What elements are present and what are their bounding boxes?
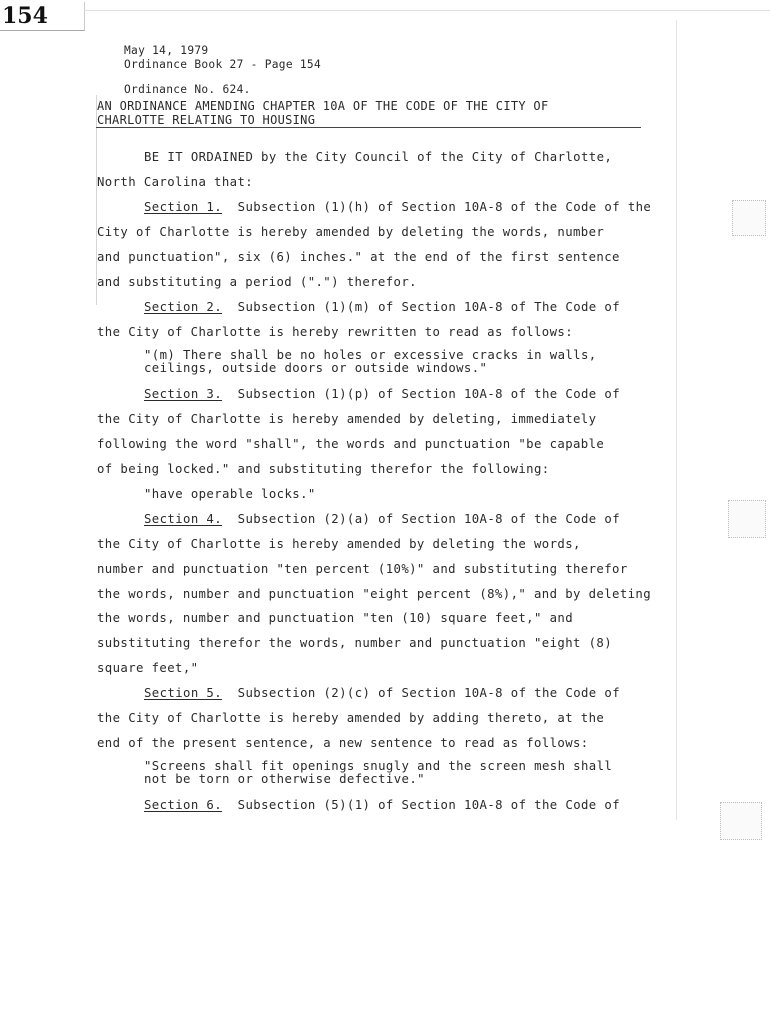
section-3-line-3: following the word "shall", the words and punctuation "be capable <box>97 437 605 451</box>
preamble-line-1: BE IT ORDAINED by the City Council of the City of Charlotte, <box>144 150 613 164</box>
section-4-label: Section 4. <box>144 512 223 526</box>
section-6-first-line <box>144 798 620 812</box>
section-4-line-5: the words, number and punctuation "ten (10) square feet," and <box>97 611 574 625</box>
section-1-label: Section 1. <box>144 200 223 214</box>
section-5-label: Section 5. <box>144 686 223 700</box>
section-3-quote-1: "have operable locks." <box>144 487 316 501</box>
section-2-first-line <box>144 300 620 314</box>
section-2-quote-2: ceilings, outside doors or outside windows." <box>144 361 488 375</box>
section-4-line-7: square feet," <box>97 661 199 675</box>
section-3-line-2: the City of Charlotte is hereby amended by deleting, immediately <box>97 412 597 426</box>
section-1-line-3: and punctuation", six (6) inches." at the end of the first sentence <box>97 250 620 264</box>
preamble-line-2: North Carolina that: <box>97 175 254 189</box>
header-date: May 14, 1979 <box>124 44 209 57</box>
section-5-line-3: end of the present sentence, a new sentence to read as follows: <box>97 736 589 750</box>
section-4-line-6: substituting therefor the words, number and punctuation "eight (8) <box>97 636 613 650</box>
section-4-line-2: the City of Charlotte is hereby amended by deleting the words, <box>97 537 581 551</box>
section-2-quote-1: "(m) There shall be no holes or excessive cracks in walls, <box>144 348 597 362</box>
ordinance-title-line-1: AN ORDINANCE AMENDING CHAPTER 10A OF THE CODE OF THE CITY OF <box>97 99 549 113</box>
section-2-line-2: the City of Charlotte is hereby rewritten to read as follows: <box>97 325 574 339</box>
section-3-line-4: of being locked." and substituting therefor the following: <box>97 462 550 476</box>
section-5-line-2: the City of Charlotte is hereby amended by adding thereto, at the <box>97 711 605 725</box>
section-5-quote-2: not be torn or otherwise defective." <box>144 772 425 786</box>
ordinance-title-line-2: CHARLOTTE RELATING TO HOUSING <box>97 113 316 127</box>
section-4-line-1: Subsection (2)(a) of Section 10A-8 of the Code of <box>237 512 621 526</box>
scan-artifact <box>732 200 766 236</box>
header-book-page: Ordinance Book 27 - Page 154 <box>124 58 321 71</box>
section-1-line-2: City of Charlotte is hereby amended by deleting the words, number <box>97 225 605 239</box>
section-1-first-line <box>144 200 651 214</box>
section-2-label: Section 2. <box>144 300 223 314</box>
scan-edge-rule <box>84 10 770 11</box>
page-number: 154 <box>0 2 85 31</box>
section-6-label: Section 6. <box>144 798 223 812</box>
section-5-first-line <box>144 686 620 700</box>
section-4-line-3: number and punctuation "ten percent (10%)" and substituting therefor <box>97 562 628 576</box>
section-4-first-line <box>144 512 620 526</box>
title-underline <box>96 127 641 128</box>
section-2-line-1: Subsection (1)(m) of Section 10A-8 of The Code of <box>237 300 621 314</box>
section-6-line-1: Subsection (5)(1) of Section 10A-8 of the Code of <box>237 798 621 812</box>
section-3-label: Section 3. <box>144 387 223 401</box>
ordinance-number: Ordinance No. 624. <box>124 83 251 96</box>
section-5-quote-1: "Screens shall fit openings snugly and the screen mesh shall <box>144 759 613 773</box>
section-1-line-1: Subsection (1)(h) of Section 10A-8 of the Code of the <box>237 200 652 214</box>
section-1-line-4: and substituting a period (".") therefor. <box>97 275 417 289</box>
section-3-first-line <box>144 387 620 401</box>
section-4-line-4: the words, number and punctuation "eight percent (8%)," and by deleting <box>97 587 652 601</box>
scan-fold-line <box>676 20 677 820</box>
scan-artifact <box>728 500 766 538</box>
section-5-line-1: Subsection (2)(c) of Section 10A-8 of the Code of <box>237 686 621 700</box>
section-3-line-1: Subsection (1)(p) of Section 10A-8 of the Code of <box>237 387 621 401</box>
scan-artifact <box>720 802 762 840</box>
